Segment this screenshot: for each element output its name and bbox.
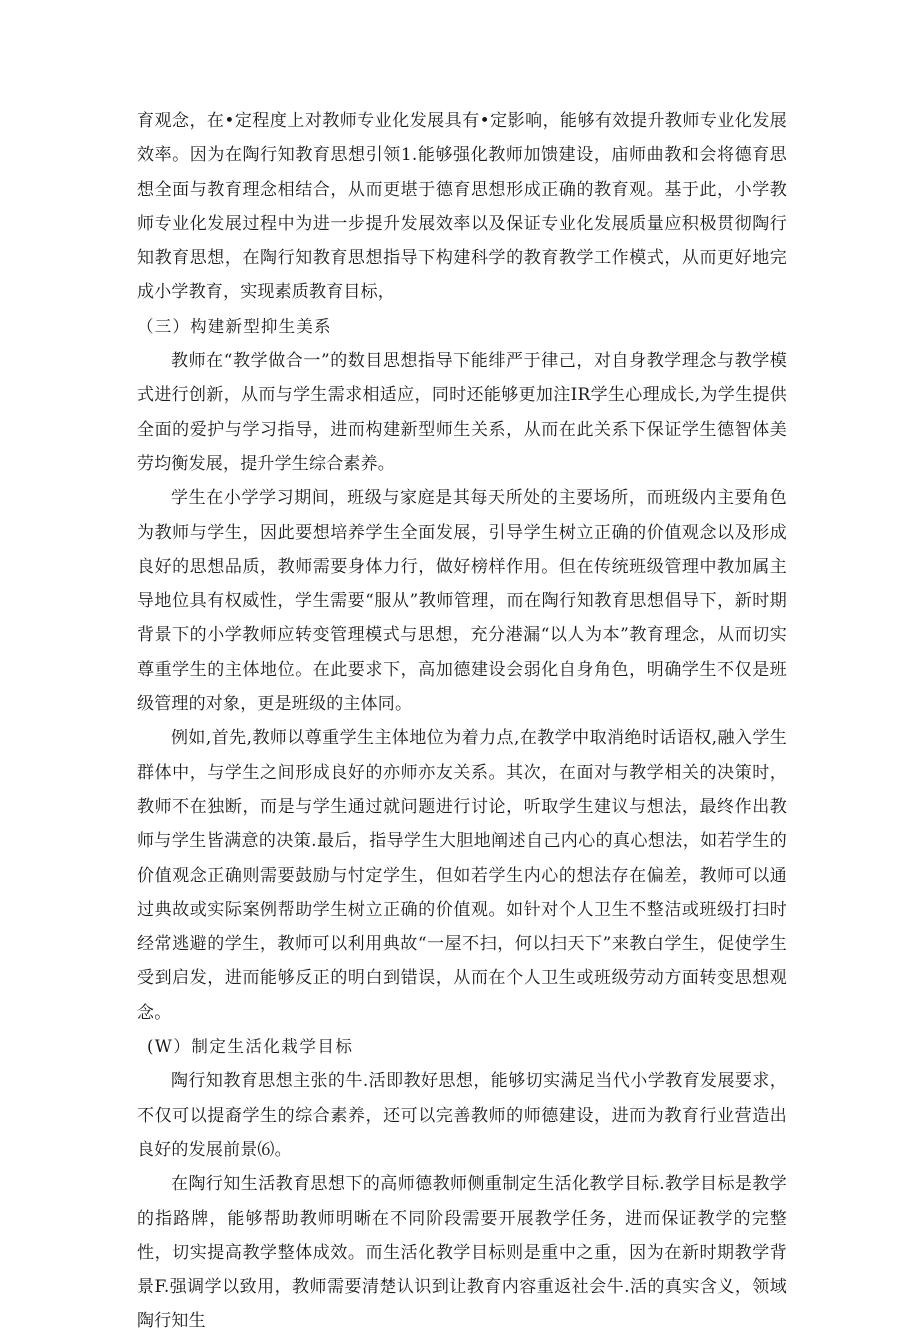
paragraph-life-education-2: 在陶行知生活教育思想下的高师德教师侧重制定生活化教学目标.教学目标是教学的指路牌，能够帮助教师明晰在不同阶段需要开展教学任务，进而保证教学的完整性，切实提高教学整体成效。而生活化教学目标则是重中之重，因为在新时期教学背景F.强调学以致用，教师需要清楚认识到让教育内容重返社会牛.活的真实含义，领域陶行知生 — [137, 1174, 787, 1332]
section-heading-3: （三）构建新型抑生美系 — [137, 316, 332, 336]
paragraph-life-education-1: 陶行知教育思想主张的牛.活即教好思想，能够切实满足当代小学教育发展要求，不仅可以提裔学生的综合素养，还可以完善教师的师德建设，进而为教育行业营造出良好的发展前景⑹。 — [137, 1071, 787, 1160]
paragraph-intro: 育观念，在•定程度上对教师专业化发展具有•定影响，能够有效提升教师专业化发展效率。因为在陶行知教育思想引领1.能够强化教师加馈建设，庙师曲教和会将德育思想全面与教育理念相结合，从而更堪于德育思想形成正确的教育观。基于此，小学教师专业化发展过程中为进一步提升发展效率以及保证专业化发展质量应积极贯彻陶行知教育思想，在陶行知教育思想指导下构建科学的教育教学工作模式，从而更好地完成小学教育，实现素质教育目标， — [137, 111, 787, 303]
section-heading-4: (W）制定生活化栽学目标 — [147, 1037, 354, 1057]
document-page — [137, 104, 787, 1339]
paragraph-teacher-student-1: 教师在“教学做合一”的数目思想指导下能绯严于律己，对自身教学理念与教学模式进行创新，从而与学生需求相适应，同时还能够更加注IR学生心理成长,为学生提供全面的爱护与学习指导，进而构建新型师生关系，从而在此关系下保证学生德智体美劳均衡发展，提升学生综合素养。 — [137, 351, 787, 474]
paragraph-example: 例如,首先,教师以尊重学生主体地位为着力点,在教学中取消绝时话语权,融入学生群体中，与学生之间形成良好的亦师亦友关系。其次，在面对与教学相关的决策时，教师不在独断，而是与学生通过就问题进行讨论，听取学生建议与想法，最终作出教师与学生皆满意的决策.最后，指导学生大胆地阐述自己内心的真心想法，如若学生的价值观念正确则需要鼓励与忖定学生，但如若学生内心的想法存在偏差，教师可以通过典故或实际案例帮助学生树立正确的价值观。如针对个人卫生不整洁或班级打扫时经常逃避的学生，教师可以利用典故“一屋不扫，何以扫天下”来教白学生，促使学生受到启发，进而能够反正的明白到错误，从而在个人卫生或班级劳动方面转变思想观念。 — [137, 728, 787, 1023]
paragraph-teacher-student-2: 学生在小学学习期间，班级与家庭是其每天所处的主要场所，而班级内主要角色为教师与学生，因此要想培养学生全面发展，引导学生树立正确的价值观念以及形成良好的思想品质，教师需要身体力行，做好榜样作用。但在传统班级管理中教加属主导地位具有权威性，学生需要“服从”教师管理，而在陶行知教育思想倡导下，新时期背景下的小学教师应转变管理模式与思想，充分港漏“以人为本”教育理念，从而切实尊重学生的主体地位。在此要求下，高加德建设会弱化自身角色，明确学生不仅是班级管理的对象，更是班级的主体同。 — [137, 488, 787, 715]
